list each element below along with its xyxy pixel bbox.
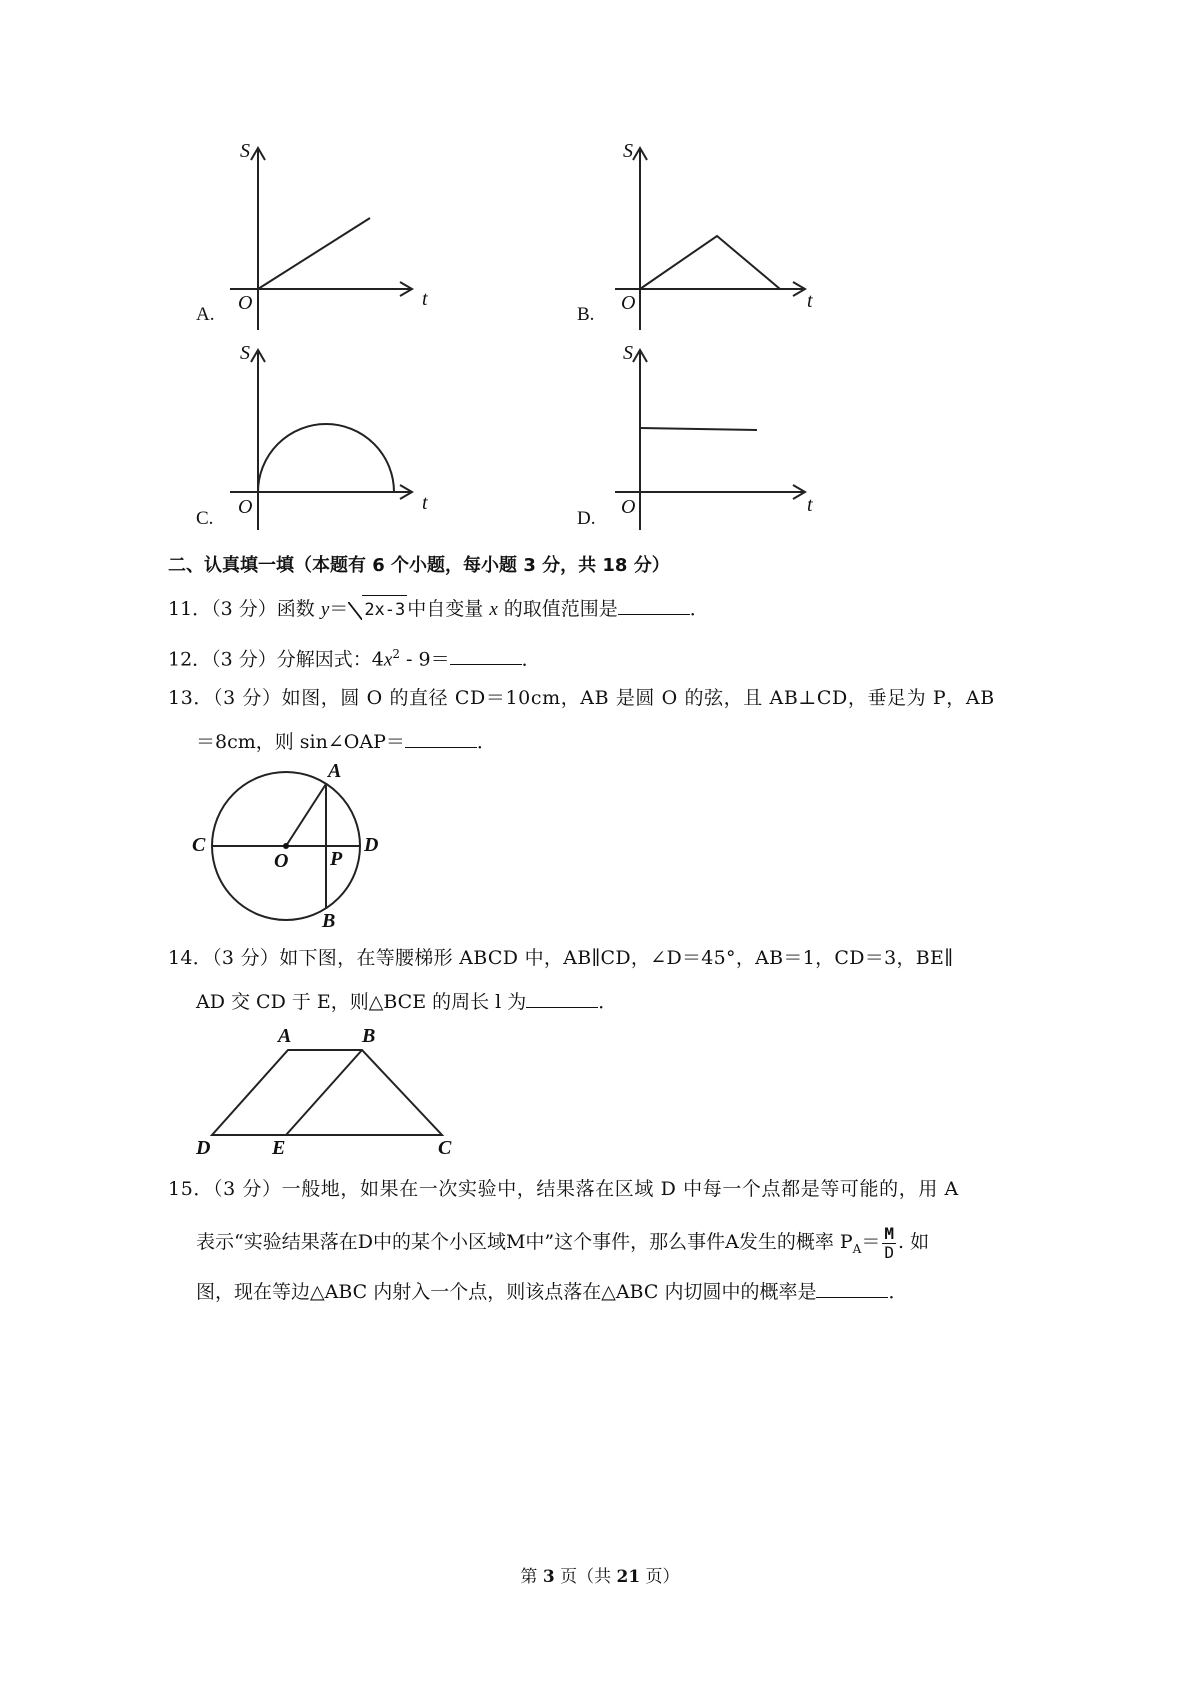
- q11-tail: 的取值范围是: [497, 598, 618, 620]
- q13-figure: [190, 760, 400, 935]
- option-a-label: A.: [196, 304, 215, 325]
- q13-label-o: O: [274, 850, 289, 872]
- graph-d: [605, 340, 865, 540]
- q13-answer-blank[interactable]: [405, 729, 477, 748]
- question-11: [168, 595, 709, 624]
- graph-d-o-label: O: [621, 496, 636, 518]
- question-13-line2: [196, 728, 496, 756]
- q11-end: ．: [689, 598, 709, 620]
- q11-radicand: 2x-3: [364, 600, 406, 620]
- graph-d-s-label: S: [623, 342, 633, 364]
- footer-mid: 页（共: [554, 1567, 617, 1587]
- graph-b-curve: [640, 236, 780, 289]
- q13-label-d: D: [364, 834, 379, 856]
- q11-eq: ＝: [329, 598, 349, 620]
- graph-c-curve: [258, 424, 394, 492]
- q11-sqrt: [362, 595, 407, 624]
- graph-c: [190, 340, 450, 540]
- q12-exponent: 2: [392, 647, 400, 661]
- q14-line2-text: AD 交 CD 于 E，则△BCE 的周长 l 为: [196, 991, 527, 1013]
- q13-end: ．: [476, 731, 496, 753]
- q14-label-e: E: [272, 1137, 286, 1159]
- q12-tail: - 9＝: [399, 648, 450, 671]
- footer-total-pages: 21: [616, 1567, 641, 1587]
- q14-figure-svg: [190, 1025, 470, 1165]
- graph-b-svg: [605, 140, 865, 340]
- graph-a-svg: [190, 140, 450, 340]
- section2-heading: 二、认真填一填（本题有 6 个小题，每小题 3 分，共 18 分）: [168, 555, 670, 576]
- q13-label-a: A: [328, 760, 342, 782]
- graph-d-t-label: t: [807, 494, 813, 516]
- question-13-line1: 13．（3 分）如图，圆 O 的直径 CD＝10cm，AB 是圆 O 的弦，且 AB⊥CD，垂足为 P，AB: [168, 687, 995, 709]
- q14-label-c: C: [438, 1137, 452, 1159]
- footer-page-number: 3: [542, 1567, 555, 1587]
- q14-label-a: A: [278, 1025, 292, 1047]
- graph-c-o-label: O: [238, 496, 253, 518]
- q11-prefix: 11．（3 分）函数: [168, 598, 321, 620]
- page-footer: [0, 1562, 1200, 1587]
- q13-label-p: P: [330, 848, 343, 870]
- question-12: [168, 640, 541, 674]
- graph-a-curve: [258, 218, 370, 289]
- graph-a: [190, 140, 450, 340]
- q15-frac-den: D: [884, 1242, 894, 1262]
- q14-end: ．: [598, 991, 618, 1013]
- q15-end: ．: [888, 1281, 908, 1303]
- q14-label-b: B: [362, 1025, 376, 1047]
- q14-label-d: D: [196, 1137, 211, 1159]
- graph-c-s-label: S: [240, 342, 250, 364]
- q13-line2-text: ＝8cm，则 sin∠OAP＝: [196, 731, 405, 753]
- q15-line2-tail: . 如: [898, 1231, 930, 1253]
- q15-line2-text: 表示“实验结果落在D中的某个小区域M中”这个事件，那么事件A发生的概率 P: [196, 1231, 853, 1253]
- q14-figure: [190, 1025, 470, 1165]
- graph-b-t-label: t: [807, 290, 813, 312]
- footer-post: 页）: [640, 1567, 680, 1587]
- q11-x-var: x: [489, 599, 498, 620]
- graph-c-svg: [190, 340, 450, 540]
- graph-d-curve: [640, 428, 757, 430]
- footer-pre: 第: [520, 1567, 543, 1587]
- graph-a-t-label: t: [422, 288, 428, 310]
- graph-c-t-label: t: [422, 492, 428, 514]
- graph-b: [605, 140, 865, 340]
- q12-end: ．: [521, 648, 541, 671]
- question-15-line2: [196, 1222, 929, 1269]
- question-14-line1: 14．（3 分）如下图，在等腰梯形 ABCD 中，AB∥CD，∠D＝45°，AB＝1，CD＝3，BE∥: [168, 947, 954, 969]
- question-15-line1: 15．（3 分）一般地，如果在一次实验中，结果落在区域 D 中每一个点都是等可能的，用 A: [168, 1178, 959, 1200]
- q12-answer-blank[interactable]: [450, 646, 522, 665]
- option-b-label: B.: [577, 304, 595, 325]
- q15-line3-text: 图，现在等边△ABC 内射入一个点，则该点落在△ABC 内切圆中的概率是: [196, 1281, 817, 1303]
- q12-prefix: 12．（3 分）分解因式：4: [168, 648, 384, 671]
- graph-a-o-label: O: [238, 292, 253, 314]
- q12-x-var: x: [383, 649, 393, 671]
- graph-d-svg: [605, 340, 865, 540]
- option-d-label: D.: [577, 508, 596, 529]
- q15-fraction: [882, 1225, 896, 1262]
- graph-b-s-label: S: [623, 140, 633, 162]
- q11-answer-blank[interactable]: [618, 596, 690, 615]
- question-14-line2: [196, 988, 617, 1016]
- option-c-label: C.: [196, 508, 214, 529]
- q11-y-var: y: [320, 599, 330, 620]
- q13-label-c: C: [192, 834, 206, 856]
- q13-label-b: B: [322, 910, 336, 932]
- question-15-line3: [196, 1278, 907, 1306]
- graph-a-s-label: S: [240, 140, 250, 162]
- q15-eq: ＝: [861, 1231, 881, 1253]
- q11-mid: 中自变量: [407, 598, 490, 620]
- q15-answer-blank[interactable]: [816, 1279, 888, 1298]
- q14-answer-blank[interactable]: [526, 989, 598, 1008]
- graph-b-o-label: O: [621, 292, 636, 314]
- q15-frac-num: M: [884, 1223, 894, 1243]
- q15-p-subscript: A: [852, 1241, 862, 1256]
